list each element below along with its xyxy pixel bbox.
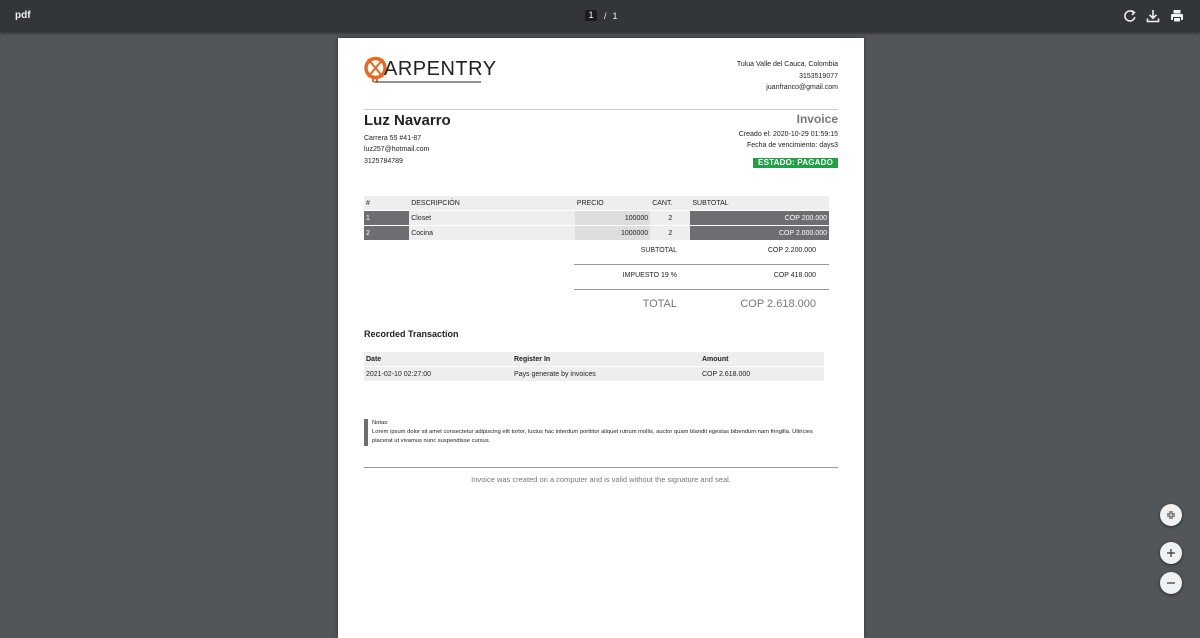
item-number: 2 [364,226,409,240]
col-date: Date [364,352,512,366]
table-row [364,211,829,225]
subtotal-row [574,240,829,264]
item-price: 100000 [575,211,650,225]
tax-value: COP 418.000 [773,272,816,279]
client-phone: 3125784789 [364,157,403,165]
totals-block [574,240,829,320]
col-subtotal: SUBTOTAL [690,196,829,210]
print-icon[interactable] [1169,8,1185,24]
notes-text: Lorem ipsum dolor sit amet consectetur adipiscing elit tortor, luctus hac interdum porttitor aliquet rutrum mollis, auctor quam blandit egestas bibendum nam fringilla. Ultricies placerat ut vivamus nunc suspendisse cursus. [372,429,813,444]
header-divider [364,109,838,110]
zoom-in-icon[interactable] [1160,542,1182,564]
pdf-viewer-toolbar [0,0,1200,32]
items-header-row [364,196,829,210]
col-price: PRECIO [575,196,650,210]
tax-label: IMPUESTO 19 % [622,272,677,279]
item-description: Closet [409,211,575,225]
transaction-amount: COP 2.618.000 [700,367,824,381]
company-phone: 3153519077 [799,72,838,80]
footer-divider [364,467,838,468]
total-label: TOTAL [642,298,677,310]
fit-page-icon[interactable] [1160,504,1182,526]
company-email: juanfranco@gmail.com [766,84,838,91]
rotate-icon[interactable] [1122,8,1138,24]
invoice-created: Creado el: 2020-10-29 01:59:15 [738,131,838,138]
zoom-out-icon[interactable] [1160,572,1182,594]
total-pages: 1 [612,10,618,21]
invoice-title: Invoice [796,112,838,126]
document-title: pdf [15,10,31,21]
subtotal-value: COP 2.200.000 [767,247,816,254]
item-number: 1 [364,211,409,225]
table-row [364,226,829,240]
company-address: Tulua Valle del Cauca, Colombia [736,61,838,68]
client-info [364,133,429,167]
tax-row [574,265,829,289]
notes-block [364,419,820,446]
download-icon[interactable] [1145,8,1161,24]
item-description: Cocina [409,226,575,240]
transaction-register: Pays generate by invoices [512,367,700,381]
page-separator: / [604,10,607,21]
invoice-meta [739,112,838,170]
item-quantity: 2 [650,211,690,225]
company-info [737,59,838,94]
footer-text: Invoice was created on a computer and is valid without the signature and seal. [471,475,731,484]
client-address: Carrera 55 #41-87 [364,135,422,142]
current-page-input[interactable]: 1 [585,10,597,21]
page-indicator [585,10,618,21]
client-email: luz257@hotmail.com [364,146,430,154]
invoice-page [338,38,864,638]
col-quantity: CANT. [650,196,690,210]
item-subtotal: COP 2.000.000 [690,226,829,240]
notes-label: Notas: [372,420,389,426]
total-row [574,290,829,320]
col-register-in: Register In [512,352,700,366]
status-badge: ESTADO: PAGADO [753,158,838,168]
item-price: 1000000 [575,226,650,240]
subtotal-label: SUBTOTAL [640,247,677,254]
col-number: # [364,196,409,210]
logo-wordmark: ARPENTRY [384,58,497,80]
total-value: COP 2.618.000 [740,298,816,310]
transactions-header-row [364,352,824,366]
recorded-transaction-title: Recorded Transaction [364,329,459,339]
item-subtotal: COP 200.000 [690,211,829,225]
carpentry-logo [364,55,497,85]
transactions-table [364,352,824,381]
invoice-due: Fecha de vencimiento: days3 [746,142,838,150]
client-name: Luz Navarro [364,112,451,129]
transaction-date: 2021-02-10 02:27:00 [364,367,512,381]
item-quantity: 2 [650,226,690,240]
col-amount: Amount [700,352,824,366]
col-description: DESCRIPCIÓN [409,196,575,210]
table-row [364,367,824,381]
items-table [364,196,829,240]
